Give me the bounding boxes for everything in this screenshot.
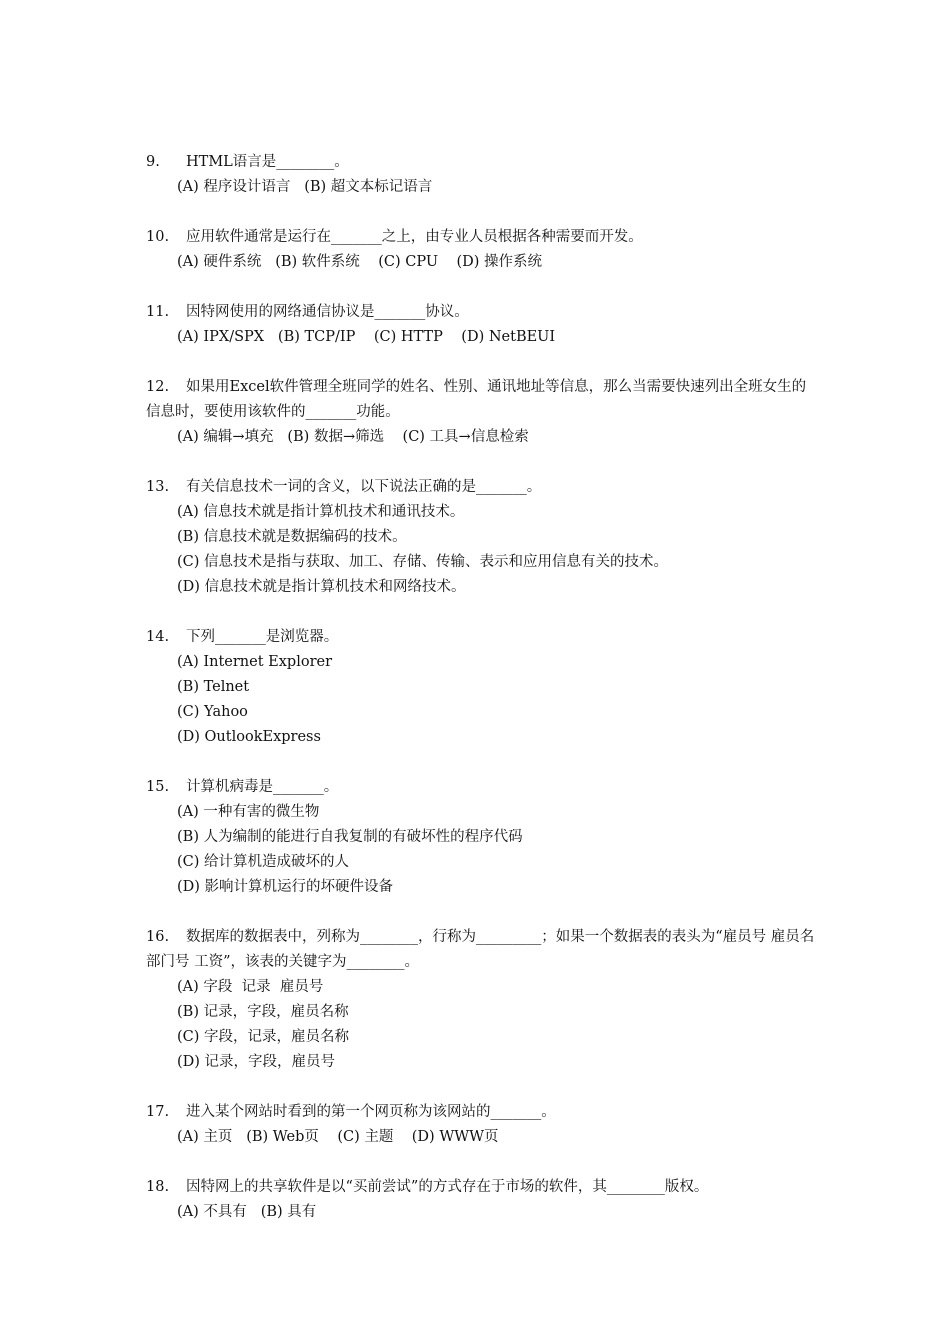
question-number: 10. <box>146 229 170 245</box>
question-list <box>146 150 816 1250</box>
answer-options: (A) 硬件系统 (B) 软件系统 (C) CPU (D) 操作系统 <box>177 254 543 270</box>
answer-options: (A) 主页 (B) Web页 (C) 主题 (D) WWW页 <box>177 1129 499 1145</box>
question-stem <box>146 775 816 800</box>
question-stem <box>146 475 816 500</box>
answer-options: (A) 程序设计语言 (B) 超文本标记语言 <box>177 179 433 195</box>
question-stem <box>146 1100 816 1125</box>
question-text: 进入某个网站时看到的第一个网页称为该网站的_______。 <box>186 1104 556 1120</box>
answer-options: (B) 信息技术就是数据编码的技术。 <box>177 529 407 545</box>
question-item <box>146 775 816 900</box>
question-text: 下列_______是浏览器。 <box>186 629 339 645</box>
question-text: 因特网使用的网络通信协议是_______协议。 <box>186 304 469 320</box>
question-item <box>146 1100 816 1150</box>
question-item <box>146 475 816 600</box>
question-text: 计算机病毒是_______。 <box>186 779 339 795</box>
question-number: 14. <box>146 629 170 645</box>
question-text: 有关信息技术一词的含义，以下说法正确的是_______。 <box>186 479 542 495</box>
question-number: 12. <box>146 379 170 395</box>
answer-options: (D) 影响计算机运行的坏硬件设备 <box>177 879 394 895</box>
question-text: 应用软件通常是运行在_______之上，由专业人员根据各种需要而开发。 <box>186 229 643 245</box>
question-stem <box>146 150 816 175</box>
answer-options: (A) IPX/SPX (B) TCP/IP (C) HTTP (D) NetBEUI <box>177 329 556 345</box>
answer-options: (D) 信息技术就是指计算机技术和网络技术。 <box>177 579 466 595</box>
question-number: 15. <box>146 779 170 795</box>
answer-options: (A) 编辑→填充 (B) 数据→筛选 (C) 工具→信息检索 <box>177 429 529 445</box>
question-text: HTML语言是________。 <box>186 154 349 170</box>
question-stem <box>146 1175 816 1200</box>
answer-options: (B) 记录，字段，雇员名称 <box>177 1004 349 1020</box>
question-stem <box>146 375 816 425</box>
answer-options: (A) 字段 记录 雇员号 <box>177 979 324 995</box>
question-number: 18. <box>146 1179 170 1195</box>
answer-options: (D) OutlookExpress <box>177 729 321 745</box>
question-item <box>146 375 816 450</box>
answer-options: (B) Telnet <box>177 679 250 695</box>
answer-options: (C) 信息技术是指与获取、加工、存储、传输、表示和应用信息有关的技术。 <box>177 554 669 570</box>
answer-options: (A) 不具有 (B) 具有 <box>177 1204 317 1220</box>
question-item <box>146 625 816 750</box>
question-number: 17. <box>146 1104 170 1120</box>
question-item <box>146 225 816 275</box>
question-number: 9. <box>146 154 160 170</box>
question-text: 数据库的数据表中，列称为________，行称为_________；如果一个数据表的表头为“雇员号 雇员名 部门号 工资”，该表的关键字为________。 <box>146 929 815 970</box>
answer-options: (A) 信息技术就是指计算机技术和通讯技术。 <box>177 504 465 520</box>
question-stem <box>146 925 816 975</box>
question-item <box>146 925 816 1075</box>
answer-options: (C) 字段，记录，雇员名称 <box>177 1029 350 1045</box>
question-text: 如果用Excel软件管理全班同学的姓名、性别、通讯地址等信息，那么当需要快速列出全班女生的信息时，要使用该软件的_______功能。 <box>146 379 807 420</box>
answer-options: (A) 一种有害的微生物 <box>177 804 320 820</box>
question-number: 13. <box>146 479 170 495</box>
question-item <box>146 1175 816 1225</box>
answer-options: (C) 给计算机造成破坏的人 <box>177 854 350 870</box>
question-stem <box>146 625 816 650</box>
question-stem <box>146 225 816 250</box>
question-text: 因特网上的共享软件是以“买前尝试”的方式存在于市场的软件，其________版权。 <box>186 1179 709 1195</box>
question-stem <box>146 300 816 325</box>
answer-options: (C) Yahoo <box>177 704 248 720</box>
question-number: 11. <box>146 304 170 320</box>
answer-options: (A) Internet Explorer <box>177 654 333 670</box>
question-item <box>146 150 816 200</box>
question-number: 16. <box>146 929 170 945</box>
answer-options: (B) 人为编制的能进行自我复制的有破坏性的程序代码 <box>177 829 523 845</box>
question-item <box>146 300 816 350</box>
answer-options: (D) 记录，字段，雇员号 <box>177 1054 336 1070</box>
